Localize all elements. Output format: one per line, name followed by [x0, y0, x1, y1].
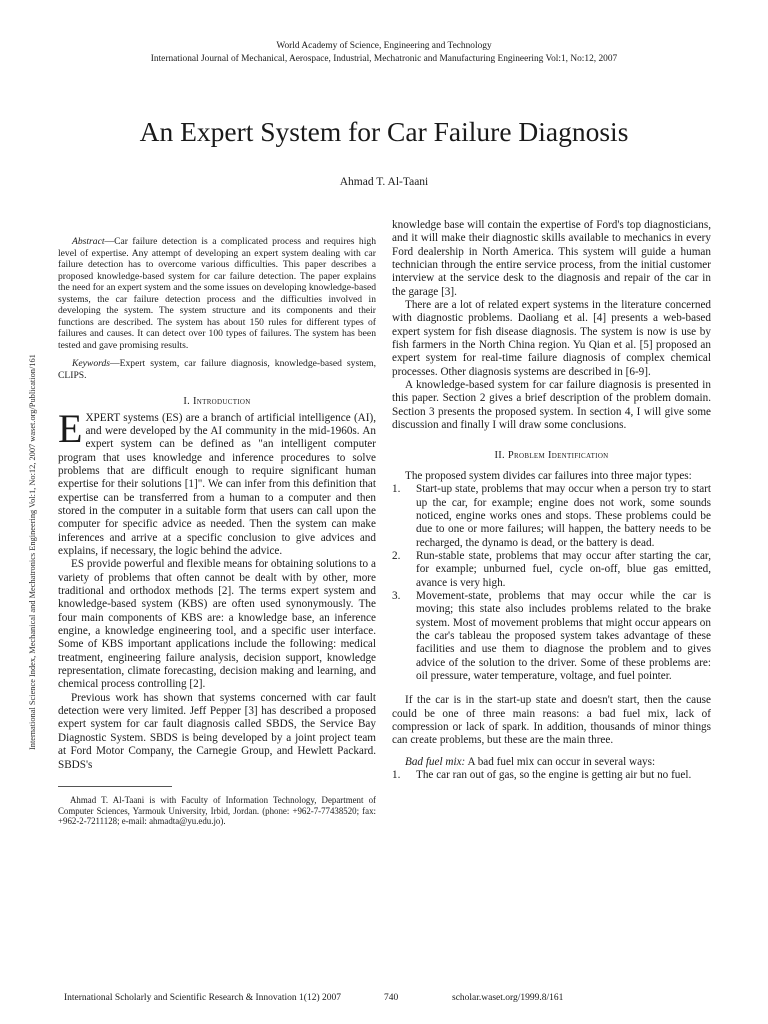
- side-index-text: International Science Index, Mechanical and Mechatronics Engineering Vol:1, No:12, 2007 waset.org/Publication/161: [28, 354, 37, 750]
- introduction-body: [58, 405, 376, 772]
- right-column: [392, 219, 711, 782]
- drop-cap: E: [58, 405, 83, 451]
- footer-doi-link[interactable]: scholar.waset.org/1999.8/161: [452, 993, 564, 1003]
- intro-paragraph-1-text: XPERT systems (ES) are a branch of artificial intelligence (AI), and were developed by the AI community in the mid-1960s. An expert system can be defined as "an intelligent computer program that uses knowledge and inference procedures to solve problems that are difficult enough to require significant human expertise for their solutions [1]". We can infer from this definition that expertise can be transferred from a human to a computer and then stored in the computer in a suitable form that users can call upon the computer for specific advice as needed. Then the system can make inferences and arrive at a specific conclusion to give advices and explains, if necessary, the logic behind the advice.: [58, 411, 376, 557]
- abstract-label: Abstract: [72, 236, 105, 247]
- section-heading-introduction: I. Introduction: [183, 395, 251, 407]
- list-item-text: Movement-state, problems that may occur while the car is moving; this state also includes problems related to the brake system. Most of movement problems that might occur appears on the car's tableau the proposed system takes advantage of these facilities and use them to diagnose the problem and to gives advice of the solution to the driver. Some of these problems are: oil pressure, water temperature, voltage, and fuel pointer.: [416, 589, 711, 682]
- list-item-number: 3.: [392, 589, 401, 602]
- intro-paragraph-1: [58, 405, 376, 559]
- start-up-causes-paragraph: If the car is in the start-up state and doesn't start, then the cause could be one of three main reasons: a bad fuel mix, lack of compression or lack of spark. In addition, thousands of minor things can create problems, but these are the main three.: [392, 694, 711, 747]
- list-item-text: Start-up state, problems that may occur when a person try to start up the car, for example; engine does not work, some sounds noticed, engine works ones and stops. These problems could be due to one or more failures; will happen, the battery needs to be recharged, the dynamo is dead, or the battery is dead.: [416, 483, 711, 549]
- footnote-rule: [58, 786, 172, 787]
- keywords: [58, 358, 376, 381]
- bad-fuel-mix-text: A bad fuel mix can occur in several ways:: [465, 755, 656, 768]
- list-item: [392, 483, 711, 550]
- continued-paragraph: knowledge base will contain the expertise of Ford's top diagnosticians, and it will make their diagnostic skills available to mechanics in every Ford dealership in North America. This system will guide a human technician through the entire service process, from the initial customer interview at the service desk to the diagnosis and repair of the car in the garage [3].: [392, 219, 711, 298]
- keywords-text: —Expert system, car failure diagnosis, knowledge-based system, CLIPS.: [58, 358, 376, 382]
- author-name: Ahmad T. Al-Taani: [339, 176, 429, 188]
- page-number: 740: [384, 993, 399, 1003]
- journal-header-line-1: World Academy of Science, Engineering and Technology: [276, 41, 492, 51]
- left-column: [58, 236, 376, 827]
- related-work-paragraph: There are a lot of related expert systems in the literature concerned with diagnostic problems. Daoliang et al. [4] presents a web-based expert system for fish disease diagnosis. The system is now is use by fish farmers in the North China region. Yu Qian et al. [5] proposed an expert system for real-time failure diagnosis of complex chemical processes. Other diagnosis systems are described in [6-9].: [392, 299, 711, 378]
- abstract: [58, 236, 376, 351]
- list-item-number: 1.: [392, 483, 401, 496]
- list-item: [392, 590, 711, 683]
- failure-types-list: [392, 483, 711, 683]
- keywords-label: Keywords: [72, 358, 111, 370]
- footer-publisher: International Scholarly and Scientific Research & Innovation 1(12) 2007: [64, 993, 342, 1003]
- list-item: [392, 769, 711, 782]
- list-item-text: The car ran out of gas, so the engine is getting air but no fuel.: [416, 769, 692, 782]
- abstract-text: —Car failure detection is a complicated process and requires high level of expertise. Any attempt of developing an expert system dealing with car failure detection has to overcome various difficulties. This paper describes a proposed knowledge-based system for car failure detection. The paper explains the need for an expert system and the some issues on developing knowledge-based systems, the car failure detection process and the difficulties involved in developing the system. The system structure and its components and their functions are described. The system has about 150 rules for different types of failures and causes. It can detect over 100 types of failures. The system has been tested and gave promising results.: [58, 236, 376, 351]
- journal-header-line-2: International Journal of Mechanical, Aerospace, Industrial, Mechatronic and Manufacturing Engineering Vol:1, No:12, 2007: [150, 54, 618, 64]
- intro-paragraph-2: ES provide powerful and flexible means for obtaining solutions to a variety of problems that often cannot be dealt with by other, more traditional and orthodox methods [2]. The terms expert system and knowledge-based system (KBS) are often used synonymously. The four main components of KBS are: a knowledge base, an inference engine, a knowledge engineering tool, and a specific user interface. Some of KBS important applications include the following: medical treatment, engineering failure analysis, decision support, knowledge representation, climate forecasting, decision making and learning, and chemical process controlling [2].: [58, 558, 376, 691]
- failure-types-intro: The proposed system divides car failures into three major types:: [405, 469, 692, 482]
- list-item-text: Run-stable state, problems that may occur after starting the car, for example; unburned fuel, cycle on-off, blue gas emitted, avance is very high.: [416, 549, 711, 589]
- bad-fuel-mix-label: Bad fuel mix:: [405, 755, 466, 768]
- bad-fuel-mix-list: [392, 769, 711, 782]
- author-affiliation-footnote: Ahmad T. Al-Taani is with Faculty of Information Technology, Department of Computer Sciences, Yarmouk University, Irbid, Jordan. (phone: +962-7-77438520; fax: +962-2-7211128; e-mail: ahmadta@yu.edu.jo).: [58, 794, 376, 827]
- bad-fuel-mix-paragraph: [392, 756, 711, 769]
- list-item: [392, 550, 711, 590]
- section-heading-problem-identification: II. Problem Identification: [494, 449, 609, 461]
- list-item-number: 1.: [392, 769, 401, 782]
- list-item-number: 2.: [392, 549, 401, 562]
- paper-outline-paragraph: A knowledge-based system for car failure diagnosis is presented in this paper. Section 2 gives a brief description of the problem domain. Section 3 presents the proposed system. In section 4, I will give some discussion and finally I will draw some conclusions.: [392, 379, 711, 432]
- paper-title: An Expert System for Car Failure Diagnosis: [139, 116, 629, 147]
- intro-paragraph-3: Previous work has shown that systems concerned with car fault detection were very limited. Jeff Pepper [3] has described a proposed expert system for car fault diagnosis called SBDS, the Service Bay Diagnostic System. SBDS is being developed by a joint project team at Ford Motor Company, the Carnegie Group, and Hewlett Packard. SBDS's: [58, 691, 376, 771]
